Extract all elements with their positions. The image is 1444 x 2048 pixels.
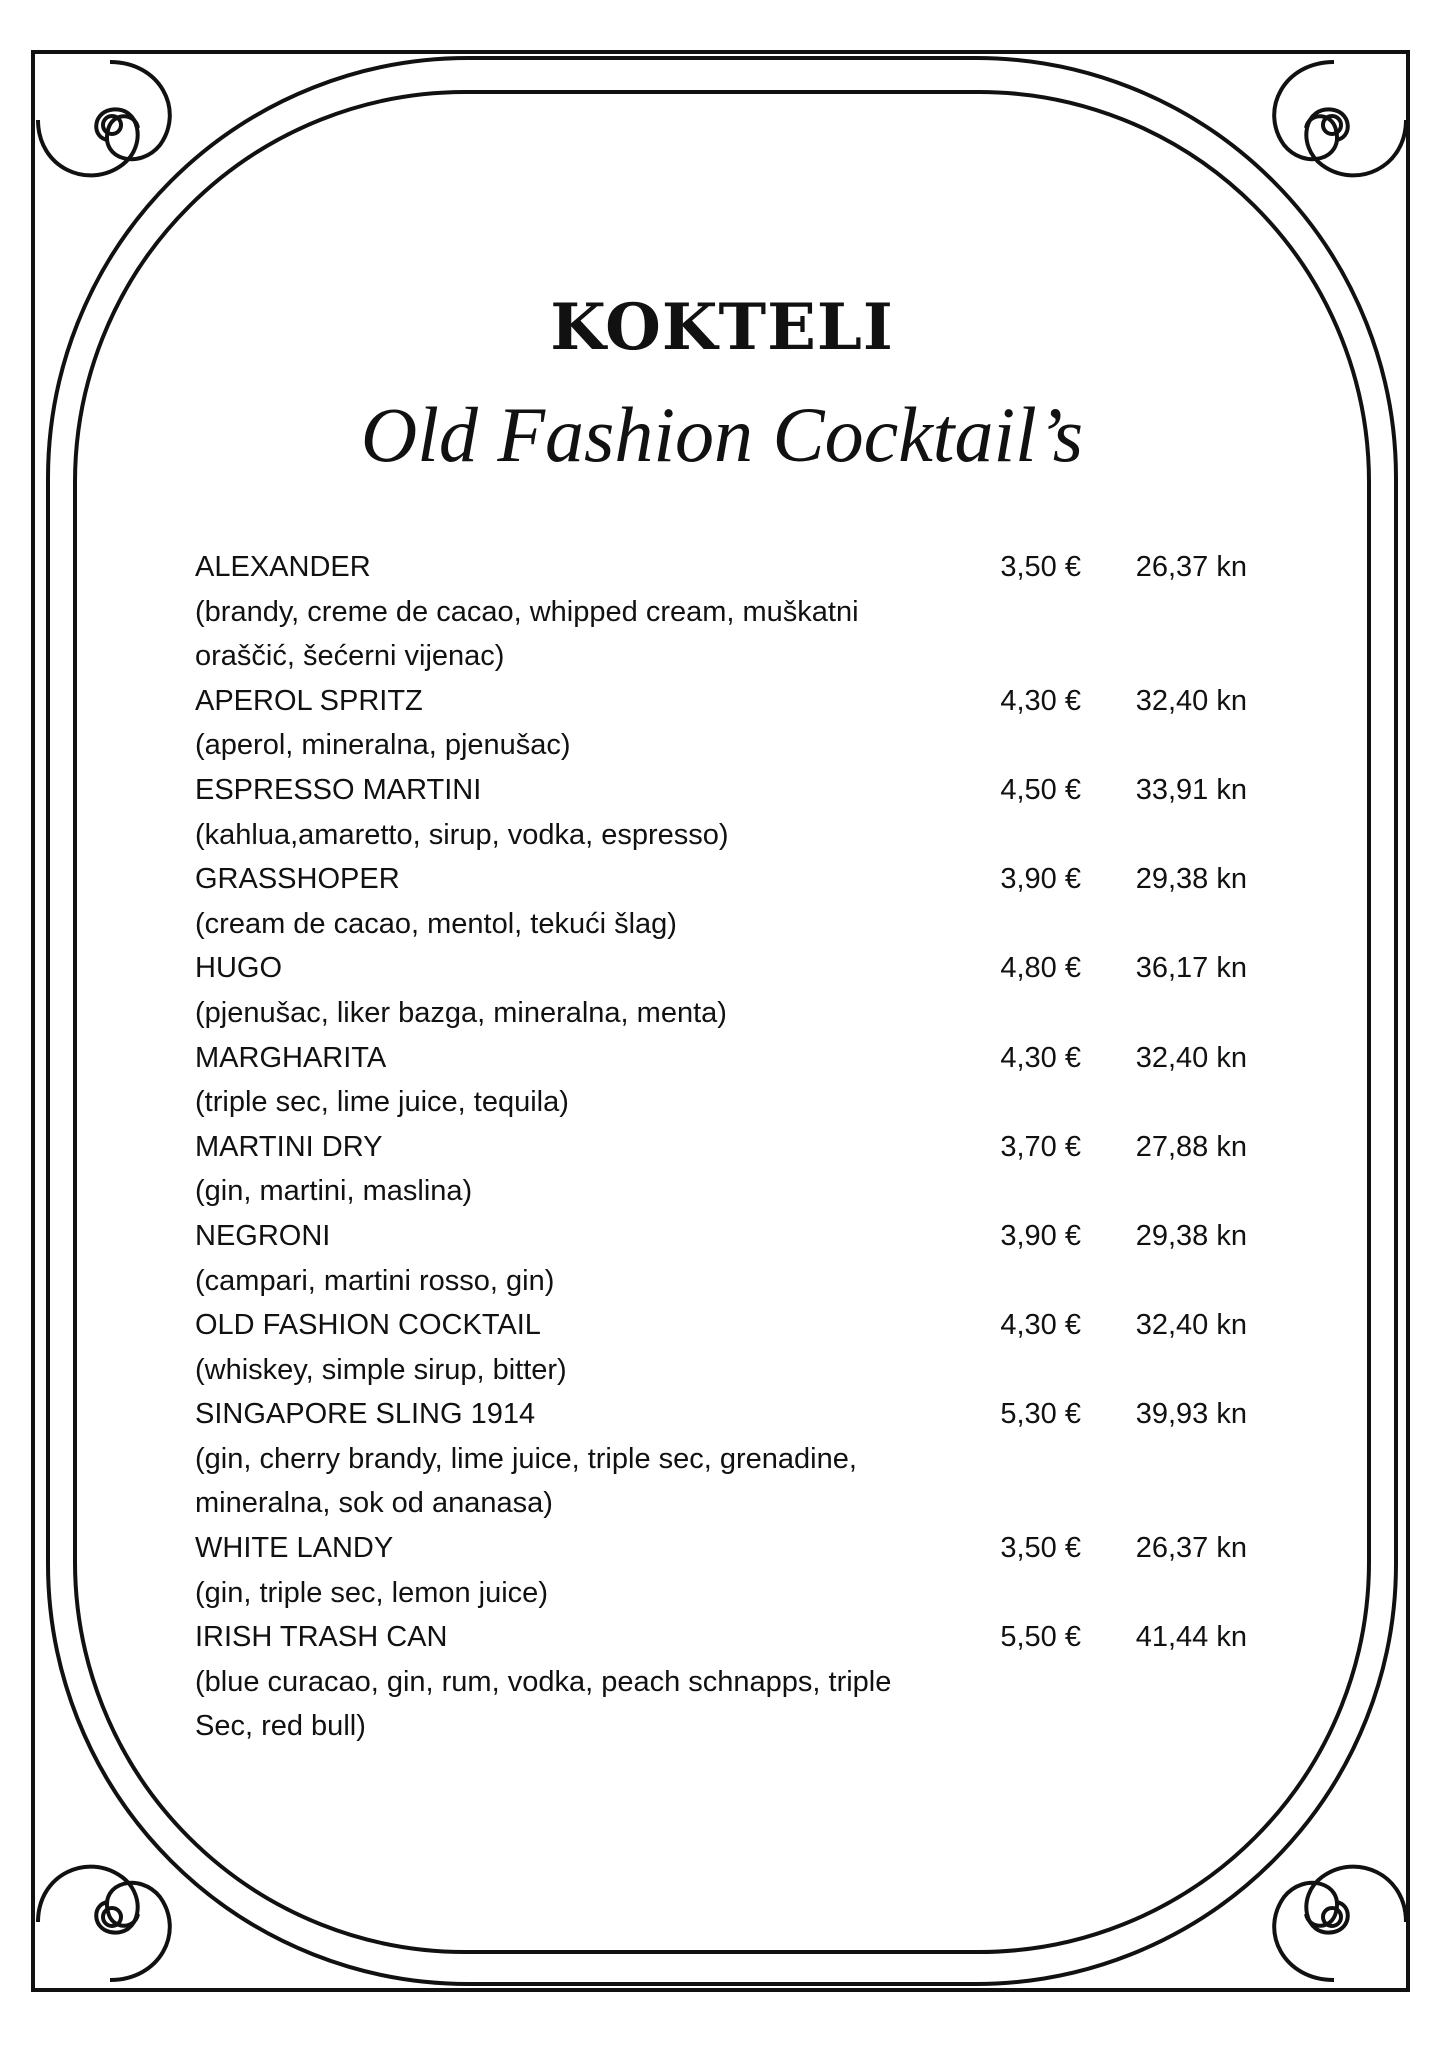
item-name: MARGHARITA (195, 1041, 387, 1074)
item-description: (triple sec, lime juice, tequila) (195, 1086, 569, 1119)
item-name: APEROL SPRITZ (195, 684, 423, 717)
item-name: MARTINI DRY (195, 1130, 383, 1163)
menu-item (195, 1392, 1255, 1526)
price-eur: 3,50 € (1000, 551, 1081, 583)
menu-item (195, 1036, 1255, 1125)
price-kn: 26,37 kn (1135, 1532, 1247, 1565)
item-name: SINGAPORE SLING 1914 (195, 1398, 536, 1431)
item-description: (gin, cherry brandy, lime juice, triple sec, grenadine, mineralna, sok od ananasa) (195, 1442, 857, 1520)
menu-item (195, 946, 1255, 1035)
item-description: (blue curacao, gin, rum, vodka, peach schnapps, triple Sec, red bull) (195, 1665, 892, 1743)
item-name: NEGRONI (195, 1219, 331, 1252)
item-description: (pjenušac, liker bazga, mineralna, menta) (195, 996, 727, 1029)
item-description: (campari, martini rosso, gin) (195, 1264, 555, 1297)
item-name: ESPRESSO MARTINI (195, 773, 482, 806)
item-description: (aperol, mineralna, pjenušac) (195, 729, 571, 762)
corner-scroll-icon (1274, 62, 1406, 175)
item-description: (gin, triple sec, lemon juice) (195, 1576, 548, 1609)
item-name: OLD FASHION COCKTAIL (195, 1309, 541, 1342)
menu-item (195, 679, 1255, 768)
menu-item (195, 1303, 1255, 1392)
item-description: (kahlua,amaretto, sirup, vodka, espresso) (195, 818, 729, 851)
price-kn: 32,40 kn (1135, 1309, 1247, 1342)
price-eur: 4,30 € (1000, 684, 1081, 717)
price-kn: 27,88 kn (1135, 1130, 1247, 1163)
price-eur: 3,90 € (1000, 1219, 1081, 1252)
menu-item (195, 1526, 1255, 1615)
menu-item (195, 545, 1255, 679)
item-description: (cream de cacao, mentol, tekući šlag) (195, 907, 677, 940)
price-kn: 29,38 kn (1135, 863, 1247, 896)
menu-item (195, 1125, 1255, 1214)
menu-item (195, 768, 1255, 857)
price-kn: 41,44 kn (1135, 1621, 1247, 1654)
price-kn: 33,91 kn (1135, 773, 1247, 806)
menu-item (195, 857, 1255, 946)
corner-scroll-icon (38, 62, 170, 175)
price-eur: 5,50 € (1000, 1621, 1081, 1654)
item-description: (whiskey, simple sirup, bitter) (195, 1353, 567, 1386)
corner-scroll-icon (38, 1867, 170, 1980)
item-name: WHITE LANDY (195, 1532, 394, 1565)
price-eur: 4,30 € (1000, 1309, 1081, 1342)
price-kn: 36,17 kn (1135, 952, 1247, 985)
page-subtitle: Old Fashion Cocktail’s (360, 391, 1084, 478)
cocktail-list (195, 545, 1255, 1749)
price-kn: 32,40 kn (1135, 1041, 1247, 1074)
item-name: IRISH TRASH CAN (195, 1621, 448, 1654)
price-eur: 5,30 € (1000, 1398, 1081, 1431)
item-description: (gin, martini, maslina) (195, 1175, 473, 1208)
item-description: (brandy, creme de cacao, whipped cream, muškatni oraščić, šećerni vijenac) (195, 595, 859, 673)
corner-scroll-icon (1274, 1867, 1406, 1980)
price-kn: 29,38 kn (1135, 1219, 1247, 1252)
page-title: KOKTELI (550, 290, 894, 365)
price-eur: 4,50 € (1000, 773, 1081, 806)
price-eur: 4,30 € (1000, 1041, 1081, 1074)
price-kn: 32,40 kn (1135, 684, 1247, 717)
price-eur: 3,90 € (1000, 863, 1081, 896)
menu-item (195, 1214, 1255, 1303)
price-kn: 26,37 kn (1135, 551, 1247, 583)
price-eur: 4,80 € (1000, 952, 1081, 985)
item-name: HUGO (195, 952, 282, 985)
price-eur: 3,50 € (1000, 1532, 1081, 1565)
menu-item (195, 1615, 1255, 1749)
price-eur: 3,70 € (1000, 1130, 1081, 1163)
item-name: ALEXANDER (195, 551, 371, 583)
price-kn: 39,93 kn (1135, 1398, 1247, 1431)
item-name: GRASSHOPER (195, 863, 400, 896)
